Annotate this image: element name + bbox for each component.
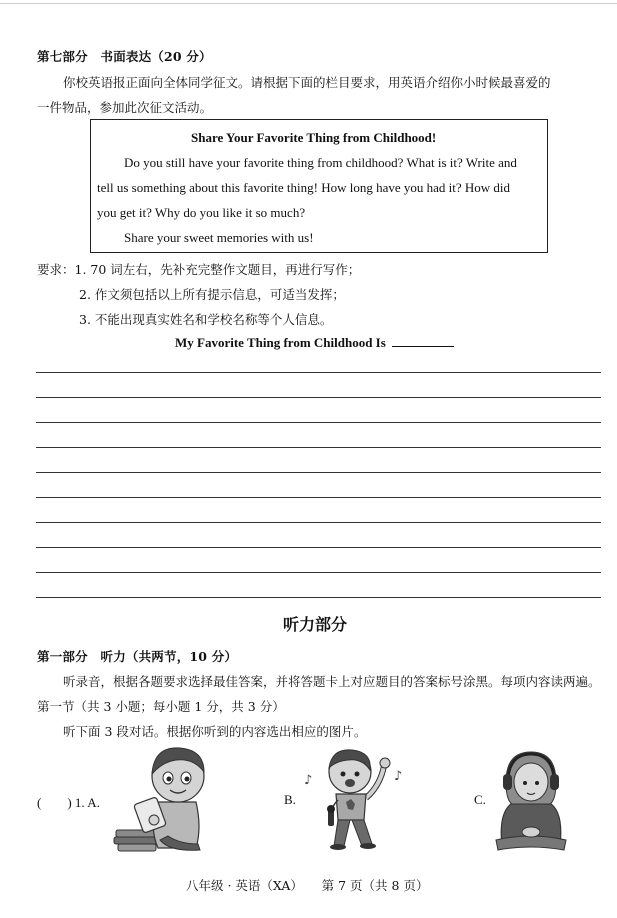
option-c-label: C. <box>474 792 486 807</box>
writing-line[interactable] <box>36 522 601 523</box>
prompt-line-2: tell us something about this favorite thing! How long have you had it? How did <box>97 180 511 195</box>
music-note-icon: ♪ <box>394 769 403 784</box>
prompt-box <box>90 119 548 253</box>
question-1-label: ( ) 1. A. <box>37 795 100 810</box>
requirement-1: 要求：1. 70 词左右，先补充完整作文题目，再进行写作； <box>37 262 361 277</box>
option-c-image[interactable] <box>492 748 570 853</box>
listening-section1: 第一节（共 3 小题；每小题 1 分，共 3 分） <box>37 699 285 714</box>
writing-line[interactable] <box>36 372 601 373</box>
writing-line[interactable] <box>36 422 601 423</box>
essay-title-blank[interactable] <box>392 335 454 347</box>
writing-line[interactable] <box>36 572 601 573</box>
writing-line[interactable] <box>36 447 601 448</box>
writing-line[interactable] <box>36 497 601 498</box>
writing-line[interactable] <box>36 547 601 548</box>
book-icon <box>114 837 158 844</box>
option-b-image[interactable] <box>300 746 410 851</box>
listening-heading: 听力部分 <box>283 615 348 634</box>
option-b-label: B. <box>284 792 296 807</box>
headphones-left-icon <box>503 774 512 790</box>
essay-title <box>175 335 454 351</box>
prompt-line-3: you get it? Why do you like it so much? <box>97 205 306 220</box>
writing-line[interactable] <box>36 472 601 473</box>
music-note-icon: ♪ <box>304 773 313 788</box>
writing-intro-line1: 你校英语报正面向全体同学征文。请根据下面的栏目要求，用英语介绍你小时候最喜爱的 <box>63 75 551 90</box>
page-footer: 八年级 · 英语（XA） 第 7 页（共 8 页） <box>186 878 429 893</box>
writing-line[interactable] <box>36 397 601 398</box>
listening-section1-instructions: 听下面 3 段对话。根据你听到的内容选出相应的图片。 <box>63 724 367 739</box>
requirement-3: 3. 不能出现真实姓名和学校名称等个人信息。 <box>79 312 333 327</box>
prompt-line-1: Do you still have your favorite thing from childhood? What is it? Write and <box>124 155 517 170</box>
essay-title-text: My Favorite Thing from Childhood Is <box>175 335 386 350</box>
prompt-line-4: Share your sweet memories with us! <box>124 230 314 245</box>
listening-instructions: 听录音，根据各题要求选择最佳答案，并将答题卡上对应题目的答案标号涂黑。每项内容读两遍。 <box>63 674 601 689</box>
option-a-image[interactable] <box>110 740 210 855</box>
writing-section-title: 第七部分 书面表达（20 分） <box>37 49 212 64</box>
headphones-right-icon <box>550 774 559 790</box>
book-icon <box>118 844 156 851</box>
writing-line[interactable] <box>36 597 601 598</box>
page-top-rule <box>0 3 617 4</box>
requirement-2: 2. 作文须包括以上所有提示信息，可适当发挥； <box>79 287 345 302</box>
writing-intro-line2: 一件物品，参加此次征文活动。 <box>37 100 213 115</box>
prompt-title: Share Your Favorite Thing from Childhood! <box>191 130 437 145</box>
listening-part-title: 第一部分 听力（共两节，10 分） <box>37 649 238 664</box>
